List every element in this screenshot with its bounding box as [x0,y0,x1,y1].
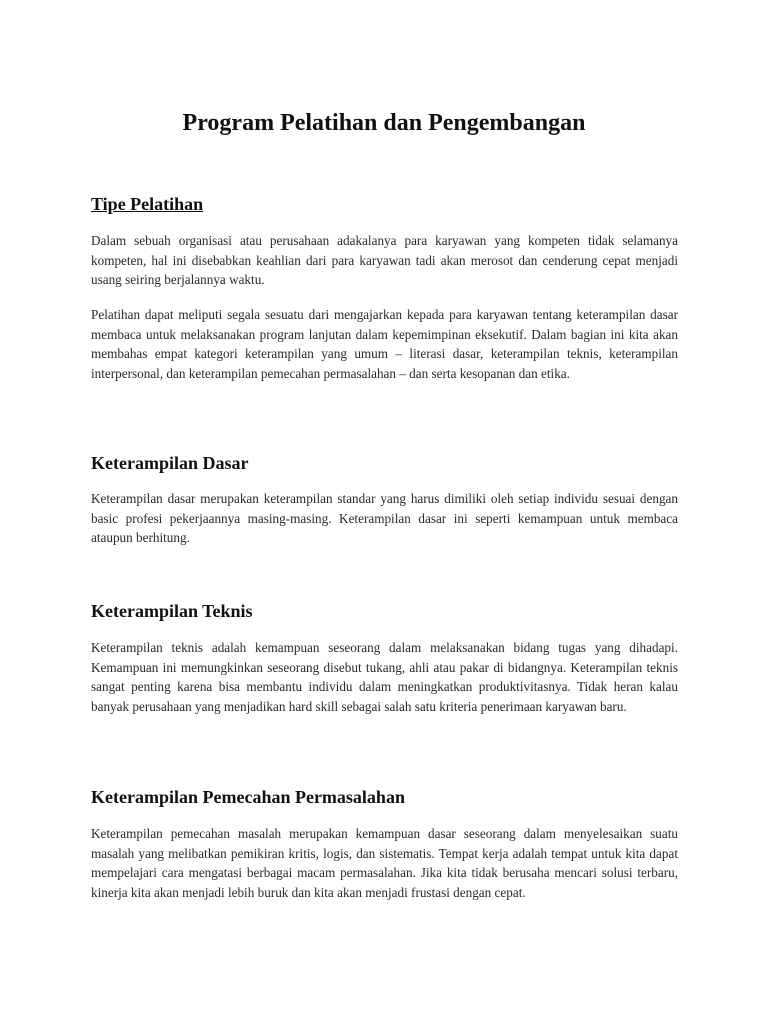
paragraph-tipe-pelatihan-2: Pelatihan dapat meliputi segala sesuatu dari mengajarkan kepada para karyawan tentang keterampilan dasar membaca untuk melaksanakan program lanjutan dalam kepemimpinan eksekutif. Dalam bagian ini kita akan membahas empat kategori keterampilan yang umum – literasi dasar, keterampilan teknis, keterampilan interpersonal, dan keterampilan pemecahan permasalahan – dan serta kesopanan dan etika. [91,307,678,381]
paragraph-tipe-pelatihan-1: Dalam sebuah organisasi atau perusahaan adakalanya para karyawan yang kompeten tidak selamanya kompeten, hal ini disebabkan keahlian dari para karyawan tadi akan merosot dan cenderung cepat menjadi usang seiring berjalannya waktu. [91,233,678,287]
paragraph-keterampilan-dasar: Keterampilan dasar merupakan keterampilan standar yang harus dimiliki oleh setiap individu sesuai dengan basic profesi pekerjaannya masing-masing. Keterampilan dasar ini seperti kemampuan untuk membaca ataupun berhitung. [91,491,678,545]
heading-keterampilan-teknis: Keterampilan Teknis [91,601,253,621]
heading-keterampilan-pemecahan-permasalahan: Keterampilan Pemecahan Permasalahan [91,787,405,807]
document-title: Program Pelatihan dan Pengembangan [182,110,586,136]
heading-tipe-pelatihan: Tipe Pelatihan [91,194,204,214]
heading-keterampilan-dasar: Keterampilan Dasar [91,453,249,473]
paragraph-keterampilan-teknis: Keterampilan teknis adalah kemampuan seseorang dalam melaksanakan bidang tugas yang dihadapi. Kemampuan ini memungkinkan seseorang disebut tukang, ahli atau pakar di bidangnya. Keterampilan teknis sangat penting karena bisa membantu individu dalam meningkatkan produktivitasnya. Tidak heran kalau banyak perusahaan yang menjadikan hard skill sebagai salah satu kriteria penerimaan karyawan baru. [91,640,678,714]
paragraph-keterampilan-pemecahan-permasalahan: Keterampilan pemecahan masalah merupakan kemampuan dasar seseorang dalam menyelesaikan suatu masalah yang melibatkan pemikiran kritis, logis, dan sistematis. Tempat kerja adalah tempat untuk kita dapat mempelajari cara mengatasi berbagai macam permasalahan. Jika kita tidak berusaha mencari solusi terbaru, kinerja kita akan menjadi lebih buruk dan kita akan menjadi frustasi dengan cepat. [91,826,678,900]
